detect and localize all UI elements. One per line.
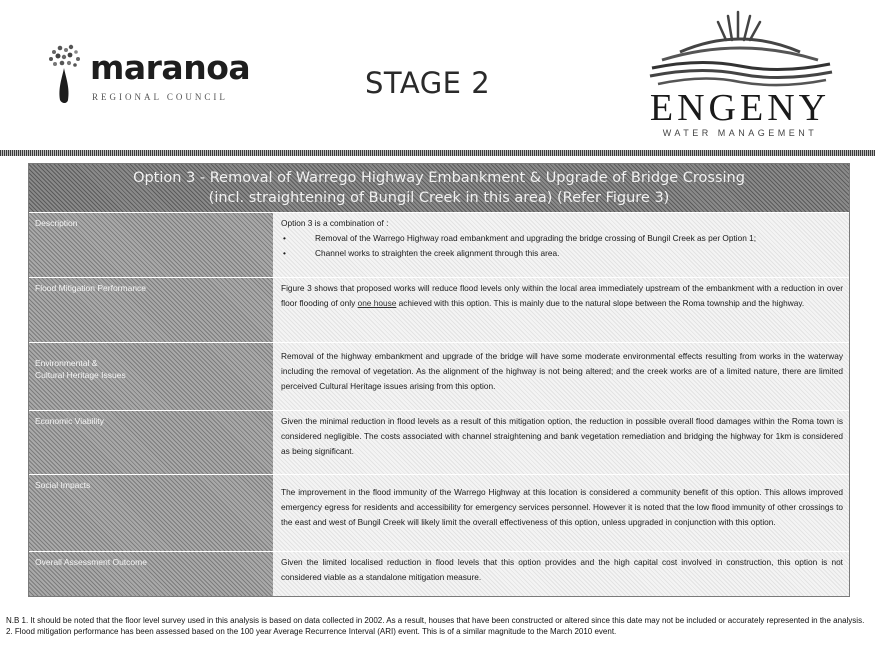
one-house-link: one house (357, 298, 397, 308)
maranoa-tagline: REGIONAL COUNCIL (92, 92, 228, 102)
row-content (273, 411, 849, 474)
table-title (29, 164, 849, 212)
row-content (273, 278, 849, 342)
description-intro: Option 3 is a combination of : (281, 218, 389, 228)
list-item: • Channel works to straighten the creek alignment through this area. (281, 246, 843, 261)
table-row-environmental (29, 342, 849, 410)
flood-text-after: achieved with this option. This is mainly due to the natural slope between the Roma township and the highway. (396, 298, 805, 308)
engeny-tagline: WATER MANAGEMENT (662, 128, 818, 138)
row-content (273, 213, 849, 277)
row-label-line1: Environmental & (35, 358, 98, 368)
page-title: STAGE 2 (365, 66, 491, 100)
row-content (273, 552, 849, 596)
row-label: Description (29, 213, 273, 277)
row-content (273, 343, 849, 410)
engeny-waves-icon (640, 10, 840, 88)
flood-text-before: Figure 3 shows that proposed works will reduce flood levels only within the local area immediately upstream of the embankment with a reduction in over floor flooding of only (281, 283, 843, 308)
footnote-2: 2. Flood mitigation performance has been assessed based on the 100 year Average Recurrence Interval (ARI) event. This is of a similar magnitude to the March 2010 event. (6, 627, 617, 636)
row-label: Flood Mitigation Performance (29, 278, 273, 342)
row-label: Economic Viability (29, 411, 273, 474)
footnotes (6, 615, 871, 637)
table-row-social (29, 474, 849, 551)
row-label: Overall Assessment Outcome (29, 552, 273, 596)
engeny-wordmark: ENGENY (649, 87, 831, 129)
row-label (29, 343, 273, 410)
engeny-logo (640, 10, 840, 138)
flood-text (281, 281, 843, 311)
table-row-economic (29, 410, 849, 474)
maranoa-logo (40, 42, 251, 112)
list-item: • Removal of the Warrego Highway road embankment and upgrading the bridge crossing of Bungil Creek as per Option 1; (281, 231, 843, 246)
option-assessment-table (28, 163, 850, 597)
overall-text: Given the limited localised reduction in flood levels that this option provides and the high capital cost involved in construction, this option is not considered viable as a standalone mitigation measure. (281, 557, 843, 582)
row-label: Social Impacts (29, 475, 273, 551)
table-row-description (29, 212, 849, 277)
footnote-1: N.B 1. It should be noted that the floor level survey used in this analysis is based on data collected in 2002. As a result, houses that have been constructed or altered since this date may not be included or accurately represented in the analysis. (6, 616, 865, 625)
environmental-text: Removal of the highway embankment and upgrade of the bridge will have some moderate environmental effects resulting from works in the waterway including the removal of vegetation. As the alignment of the highway is not being altered; and the creek works are of a limited nature, there are limited perceived Cultural Heritage issues arising from this option. (281, 351, 843, 391)
table-row-overall (29, 551, 849, 596)
economic-text: Given the minimal reduction in flood levels as a result of this mitigation option, the reduction in possible overall flood damages within the Roma town is considered negligible. The costs associated with channel straightening and bank vegetation remediation and bridging the highway for 1km is considered as being significant. (281, 416, 843, 456)
table-row-flood-mitigation (29, 277, 849, 342)
maranoa-wordmark: maranoa (90, 48, 251, 87)
row-label-line2: Cultural Heritage Issues (35, 370, 126, 380)
social-text: The improvement in the flood immunity of the Warrego Highway at this location is considered a community benefit of this option. This allows improved emergency egress for residents and accessibility for emergency services personnel. However it is noted that the low flood immunity of other crossings to the east and west of Bungil Creek will likely limit the overall effectiveness of this option, unless upgraded in conjunction with this option. (281, 487, 843, 527)
page-header (0, 0, 875, 150)
table-title-line1: Option 3 - Removal of Warrego Highway Embankment & Upgrade of Bridge Crossing (133, 170, 745, 186)
table-title-line2: (incl. straightening of Bungil Creek in this area) (Refer Figure 3) (208, 190, 670, 206)
row-content (273, 475, 849, 551)
maranoa-tree-icon (40, 42, 88, 106)
description-bullets (281, 231, 843, 261)
header-divider (0, 150, 875, 156)
